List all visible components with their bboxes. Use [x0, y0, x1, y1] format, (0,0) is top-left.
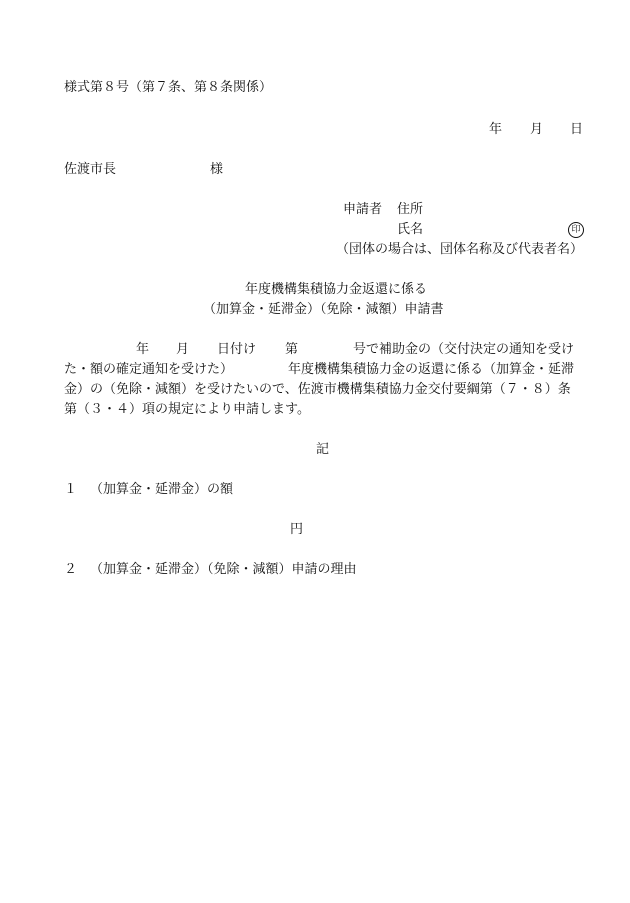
name-label: 氏名 — [397, 222, 424, 237]
ki-heading: 記 — [316, 442, 330, 457]
title-line-1: 年度機構集積協力金返還に係る — [245, 282, 428, 297]
item-1-number: １ — [64, 482, 78, 497]
body-date: 日付け — [217, 342, 257, 357]
body-no: 第 — [285, 342, 299, 357]
item-1-unit: 円 — [290, 522, 304, 537]
addressee-name: 佐渡市長 — [64, 162, 117, 177]
body-line2-b: 年度機構集積協力金の返還に係る（加算金・延滞 — [288, 362, 575, 377]
body-line3: 金）の（免除・減額）を受けたいので、佐渡市機構集積協力金交付要綱第（７・８）条 — [64, 382, 571, 397]
date-day: 日 — [570, 122, 584, 137]
body-year: 年 — [136, 342, 150, 357]
body-month: 月 — [176, 342, 190, 357]
item-2-label: （加算金・延滞金）（免除・減額）申請の理由 — [90, 562, 357, 577]
body-line2-a: た・額の確定通知を受けた） — [64, 362, 234, 377]
body-line4: 第（３・４）項の規定により申請します。 — [64, 402, 310, 417]
applicant-note: （団体の場合は、団体名称及び代表者名） — [336, 242, 584, 257]
title-line-2: （加算金・延滞金）（免除・減額）申請書 — [203, 302, 444, 317]
form-number: 様式第８号（第７条、第８条関係） — [64, 80, 273, 95]
date-year: 年 — [489, 122, 503, 137]
seal-mark: 印 — [568, 222, 584, 238]
item-1-label: （加算金・延滞金）の額 — [90, 482, 234, 497]
body-line1-rest: 号で補助金の（交付決定の通知を受け — [353, 342, 575, 357]
item-2-number: ２ — [64, 562, 78, 577]
address-label: 住所 — [397, 202, 424, 217]
applicant-label: 申請者 — [343, 202, 383, 217]
addressee-honorific: 様 — [210, 162, 224, 177]
date-month: 月 — [530, 122, 544, 137]
